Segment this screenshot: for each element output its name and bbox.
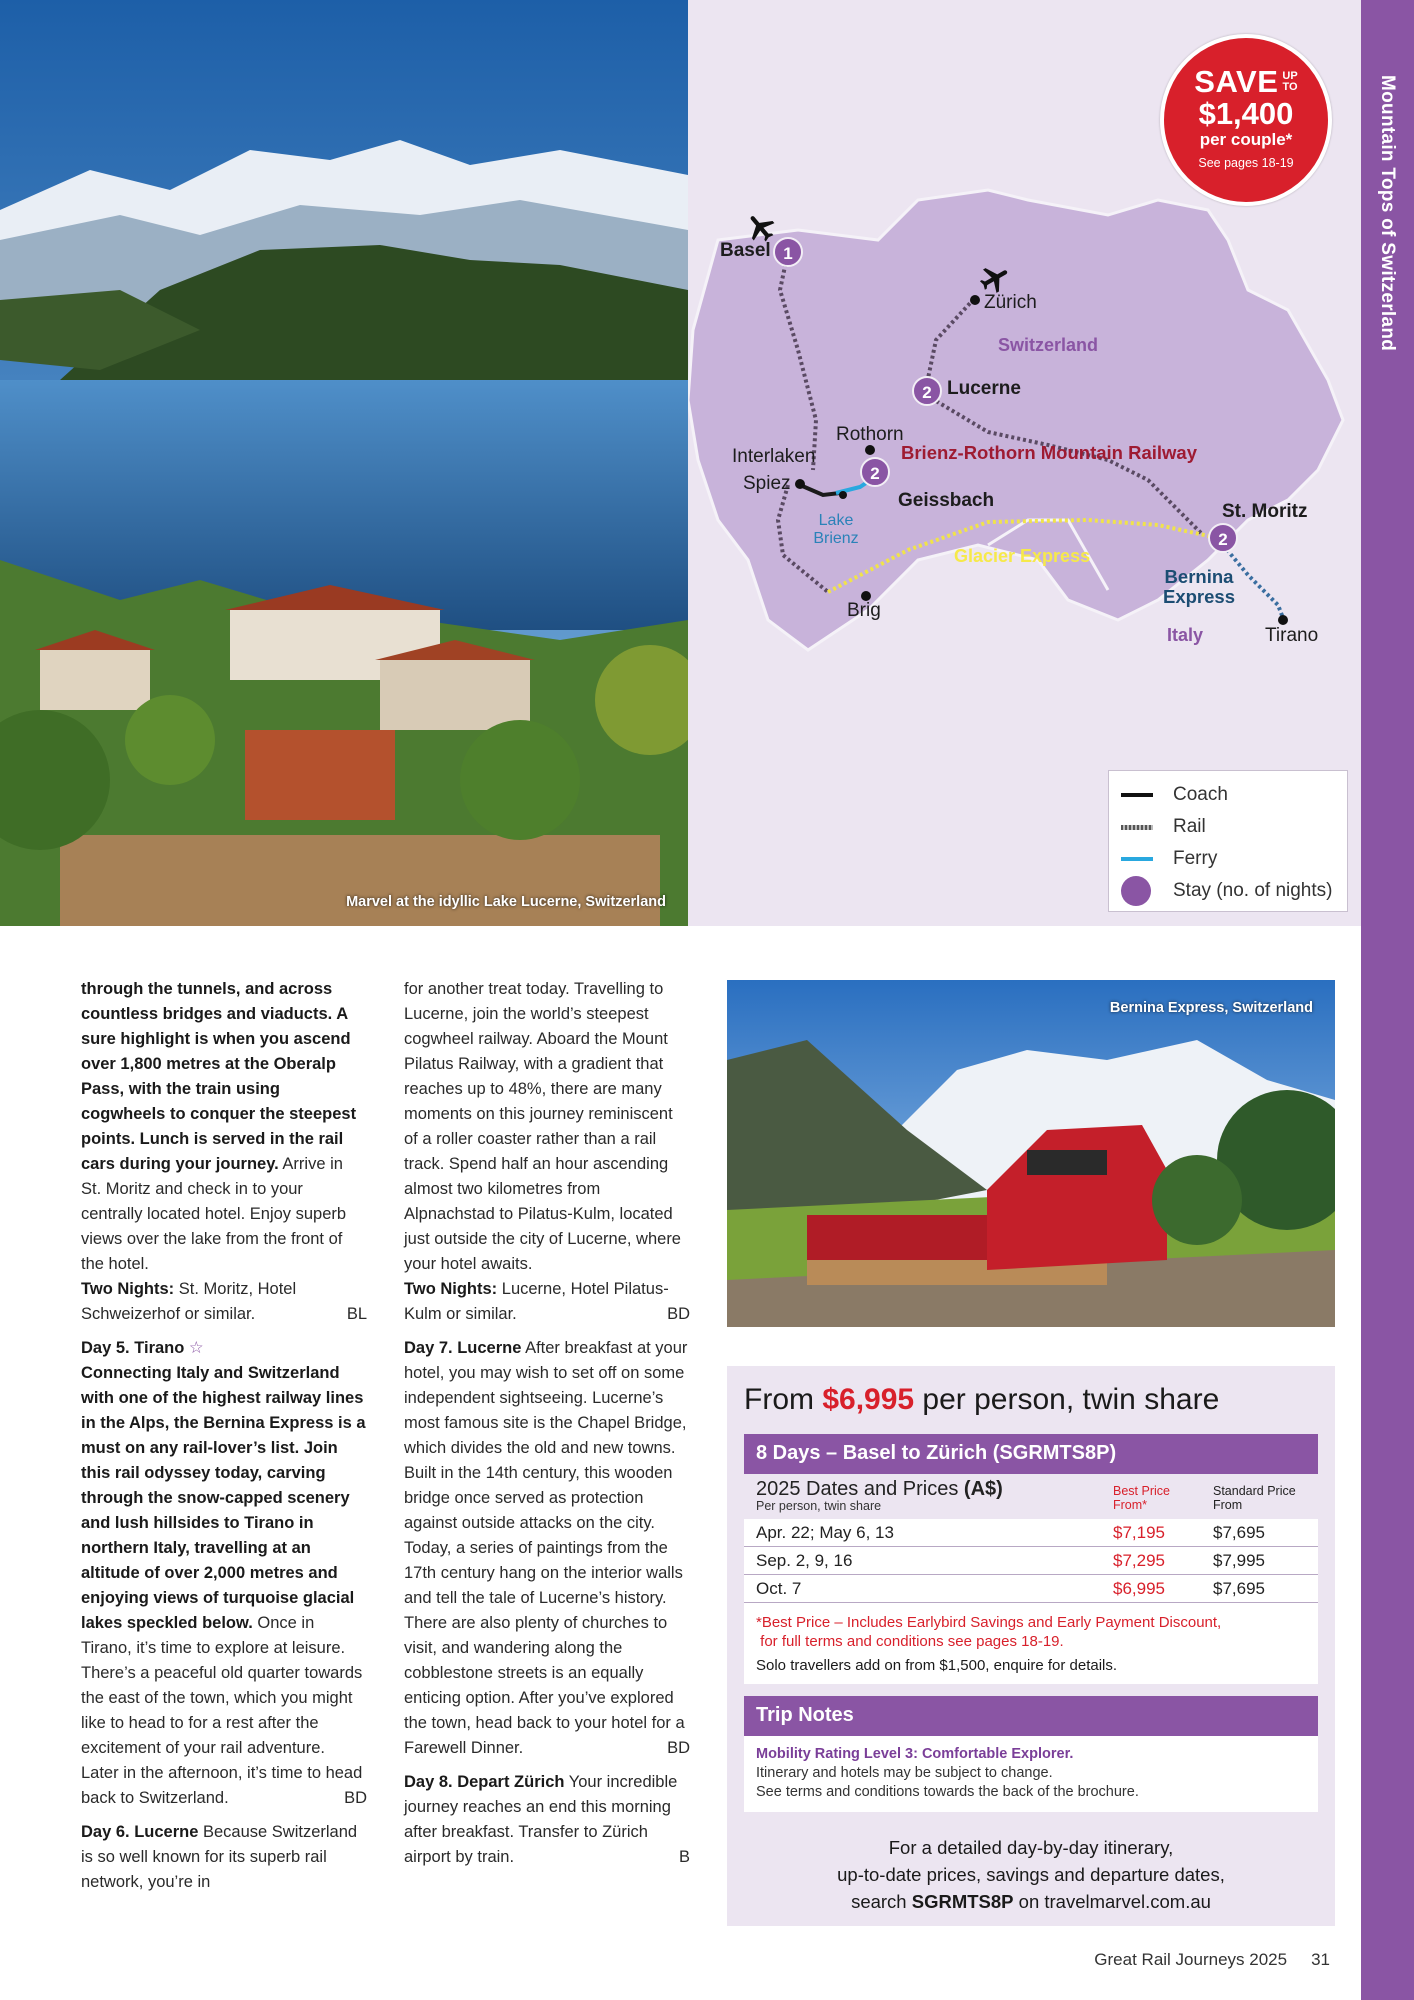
cta-line1: For a detailed day-by-day itinerary,	[888, 1837, 1174, 1858]
table-row	[744, 1547, 1318, 1575]
ferry-line-icon	[1121, 857, 1153, 861]
dot-geissbach	[839, 491, 847, 499]
label-zurich: Zürich	[984, 292, 1037, 313]
save-per-couple: per couple*	[1199, 130, 1293, 149]
dot-rothorn	[865, 445, 875, 455]
label-bernina-express: Bernina Express	[1163, 566, 1235, 608]
save-upto-line1: UP	[1282, 70, 1298, 82]
from-suffix: per person, twin share	[914, 1383, 1220, 1416]
row-best-price: $6,995	[1113, 1579, 1165, 1598]
meal-code: B	[678, 1848, 690, 1866]
row-standard-price: $7,995	[1213, 1551, 1265, 1570]
lake-lucerne-photo	[0, 0, 688, 926]
legend-item	[1121, 779, 1347, 811]
itinerary-day	[81, 1820, 367, 1895]
meal-code: BL	[346, 1305, 367, 1323]
day4-highlight-text: through the tunnels, and across countless bridges and viaducts. A sure highlight is when you ascend over 1,800 metres at the Oberalp Pass, with the train using cogwheels to conquer the steepest points. Lunch is served in the rail cars during your journey.	[81, 980, 357, 1173]
page-footer	[1094, 1950, 1330, 1970]
stay-badge-geissbach: 2	[860, 457, 890, 487]
trip-title: 8 Days – Basel to Zürich (SGRMTS8P)	[744, 1434, 1318, 1474]
itinerary-cta	[727, 1834, 1335, 1915]
save-upto-line2: TO	[1282, 81, 1298, 93]
day6-text: Because Switzerland is so well known for its superb rail network, you’re in	[81, 1823, 358, 1891]
mobility-rating: Mobility Rating Level 3: Comfortable Explorer.	[756, 1746, 1074, 1762]
day8-text: Your incredible journey reaches an end this morning after breakfast. Transfer to Zürich airport by train.	[404, 1773, 678, 1866]
notes-line: Itinerary and hotels may be subject to change.	[756, 1765, 1053, 1781]
lake-photo-caption: Marvel at the idyllic Lake Lucerne, Switzerland	[346, 894, 666, 910]
legend-label: Ferry	[1173, 848, 1218, 869]
dates-currency: (A$)	[963, 1478, 1003, 1500]
airplane-icon	[978, 262, 1012, 296]
itinerary-day	[404, 1770, 690, 1870]
cta-line3	[727, 1888, 1335, 1915]
bernina-express-photo	[727, 980, 1335, 1327]
footer-title: Great Rail Journeys 2025	[1094, 1950, 1288, 1969]
label-brig: Brig	[847, 600, 881, 621]
day5-highlight-text: Connecting Italy and Switzerland with one of the highest railway lines in the Alps, the Bernina Express is a must on any rail-lover’s list. Join this rail odyssey today, carving through the snow-capped scenery and lush hillsides to Tirano in northern Italy, travelling at an altitude of over 2,000 metres and enjoying views of turquoise glacial lakes speckled below.	[81, 1364, 366, 1632]
meal-code: BD	[667, 1739, 690, 1757]
label-interlaken: Interlaken	[732, 446, 816, 467]
label-italy: Italy	[1167, 625, 1204, 645]
from-price: $6,995	[822, 1383, 915, 1416]
page-number: 31	[1311, 1950, 1330, 1969]
label-st-moritz: St. Moritz	[1222, 501, 1308, 522]
table-row	[744, 1519, 1318, 1547]
day4-text: Arrive in St. Moritz and check in to your centrally located hotel. Enjoy superb views over the lake from the front of the hotel.	[81, 1155, 347, 1273]
nights-hotel: Lucerne, Hotel Pilatus-Kulm or similar.	[404, 1280, 669, 1323]
table-row	[744, 1575, 1318, 1603]
save-badge	[1160, 34, 1332, 206]
fine-print-line1: *Best Price – Includes Earlybird Savings and Early Payment Discount,	[756, 1614, 1222, 1631]
coach-line-icon	[1121, 793, 1153, 797]
from-prefix: From	[744, 1383, 823, 1416]
col-header-best-price	[1113, 1484, 1170, 1512]
legend-label: Stay (no. of nights)	[1173, 880, 1333, 901]
meal-code: BD	[344, 1789, 367, 1807]
row-best-price: $7,195	[1113, 1523, 1165, 1542]
day7-text: After breakfast at your hotel, you may wish to set off on some independent sightseeing. Lucerne’s most famous site is the Chapel Bridge, which divides the old and new towns. Built in the 14th century, this wooden bridge once served as protection against outside attacks on the city. Today, a series of paintings from the 17th century hang on the interior walls and tell the tale of Lucerne’s history. There are also plenty of churches to visit, and wandering along the cobblestone streets is an equally enticing option. After you’ve explored the town, head back to your hotel for a Farewell Dinner.	[404, 1339, 688, 1757]
col-std-line2: From	[1213, 1498, 1243, 1512]
itinerary-day	[404, 1336, 690, 1761]
label-brienz-rothorn-railway: Brienz-Rothorn Mountain Railway	[901, 442, 1197, 463]
cta-line2: up-to-date prices, savings and departure dates,	[837, 1864, 1225, 1885]
label-lake-brienz: Lake Brienz	[813, 512, 859, 547]
trip-notes	[744, 1696, 1318, 1812]
nights-label: Two Nights:	[404, 1280, 498, 1298]
notes-line: See terms and conditions towards the back of the brochure.	[756, 1784, 1139, 1800]
dot-spiez	[795, 479, 805, 489]
lake-photo-illustration	[0, 0, 688, 926]
train-photo-caption: Bernina Express, Switzerland	[1109, 1000, 1313, 1016]
day7-title: Day 7. Lucerne	[404, 1339, 522, 1357]
stay-badge-lucerne: 2	[912, 376, 942, 406]
stay-badge-st-moritz: 2	[1208, 523, 1238, 553]
itinerary-day	[81, 1336, 367, 1811]
label-spiez: Spiez	[743, 473, 791, 494]
nights-hotel: St. Moritz, Hotel Schweizerhof or similar.	[81, 1280, 297, 1323]
dates-title-text: 2025 Dates and Prices	[756, 1478, 964, 1500]
price-table	[744, 1434, 1318, 1684]
day5-title: Day 5. Tirano	[81, 1339, 185, 1357]
row-dates: Apr. 22; May 6, 13	[756, 1523, 894, 1542]
meal-code: BD	[667, 1305, 690, 1323]
label-geissbach: Geissbach	[898, 490, 995, 511]
row-dates: Oct. 7	[756, 1579, 802, 1598]
label-switzerland: Switzerland	[998, 335, 1099, 355]
dot-zurich	[970, 295, 980, 305]
section-title: Mountain Tops of Switzerland	[1377, 75, 1398, 352]
stay-badge-basel: 1	[773, 237, 803, 267]
col-best-line1: Best Price	[1113, 1484, 1170, 1498]
airplane-icon	[744, 210, 778, 244]
best-price-fine-print	[744, 1603, 1318, 1651]
rail-line-icon	[1121, 825, 1153, 830]
cta-trip-code: SGRMTS8P	[911, 1891, 1014, 1912]
day5-text: Once in Tirano, it’s time to explore at leisure. There’s a peaceful old quarter towards the east of the town, which you might like to head to for a rest after the excitement of your rail adventure. Later in the afternoon, it’s time to head back to Switzerland.	[81, 1614, 363, 1807]
legend-item	[1121, 875, 1347, 907]
legend-item	[1121, 811, 1347, 843]
from-price-line	[744, 1383, 1219, 1417]
price-table-header	[744, 1474, 1318, 1519]
col-best-line2: From*	[1113, 1498, 1148, 1512]
trip-notes-title: Trip Notes	[744, 1696, 1318, 1736]
label-rothorn: Rothorn	[836, 424, 904, 445]
save-amount: $1,400	[1198, 96, 1294, 131]
itinerary-column-2	[404, 977, 690, 1870]
save-see-pages: See pages 18-19	[1198, 156, 1294, 170]
legend-item	[1121, 843, 1347, 875]
col-std-line1: Standard Price	[1213, 1484, 1296, 1498]
label-tirano: Tirano	[1265, 625, 1319, 646]
itinerary-paragraph	[404, 977, 690, 1327]
day6-continued-text: for another treat today. Travelling to Lucerne, join the world’s steepest cogwheel railway. Aboard the Mount Pilatus Railway, with a gradient that reaches up to 48%, there are many moments on this journey reminiscent of a roller coaster rather than a rail track. Spend half an hour ascending almost two kilometres from Alpnachstad to Pilatus-Kulm, located just outside the city of Lucerne, where your hotel awaits.	[404, 980, 681, 1273]
stay-circle-icon	[1121, 876, 1151, 906]
legend-label: Coach	[1173, 784, 1228, 805]
save-upto	[1282, 71, 1297, 93]
itinerary-column-1	[81, 977, 367, 1895]
route-map	[688, 0, 1361, 926]
day6-title: Day 6. Lucerne	[81, 1823, 199, 1841]
itinerary-paragraph	[81, 977, 367, 1327]
train-photo-illustration	[727, 980, 1335, 1327]
fine-print-line2: for full terms and conditions see pages 18-19.	[760, 1633, 1064, 1650]
col-header-standard-price	[1213, 1484, 1296, 1512]
day8-title: Day 8. Depart Zürich	[404, 1773, 565, 1791]
price-box	[727, 1366, 1335, 1926]
legend-label: Rail	[1173, 816, 1206, 837]
row-standard-price: $7,695	[1213, 1579, 1265, 1598]
dates-note: Per person, twin share	[756, 1499, 882, 1513]
label-lucerne: Lucerne	[947, 378, 1021, 399]
label-glacier-express: Glacier Express	[954, 546, 1091, 566]
map-legend	[1108, 770, 1348, 912]
row-standard-price: $7,695	[1213, 1523, 1265, 1542]
label-basel: Basel	[720, 240, 771, 261]
cta-search-prefix: search	[851, 1891, 912, 1912]
cta-website: on travelmarvel.com.au	[1013, 1891, 1211, 1912]
save-word: SAVE	[1194, 64, 1279, 99]
star-icon: ☆	[188, 1339, 204, 1357]
row-dates: Sep. 2, 9, 16	[756, 1551, 853, 1570]
dot-tirano	[1278, 615, 1288, 625]
row-best-price: $7,295	[1113, 1551, 1165, 1570]
solo-traveller-note: Solo travellers add on from $1,500, enquire for details.	[756, 1657, 1118, 1674]
nights-label: Two Nights:	[81, 1280, 175, 1298]
